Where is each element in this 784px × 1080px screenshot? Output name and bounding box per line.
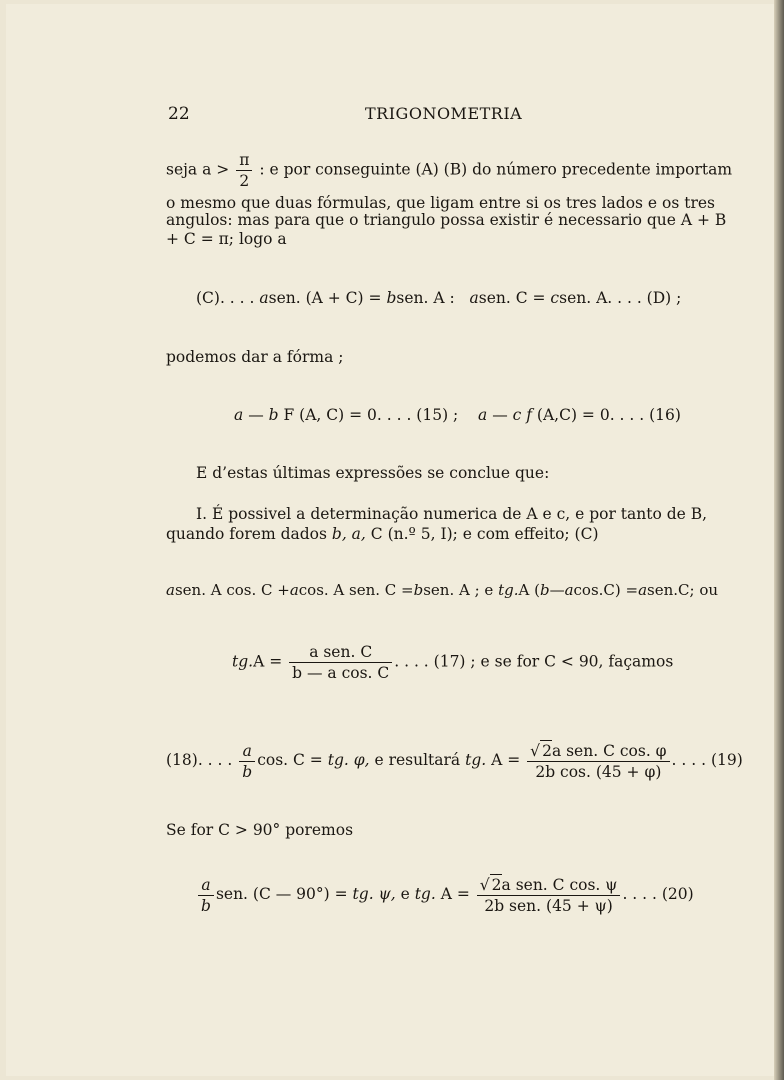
text-fragment: seja a > (166, 160, 230, 179)
fraction-numerator: a (239, 741, 255, 762)
eq-part: — (549, 581, 565, 599)
radical-sign: √ (479, 876, 490, 894)
radicand: 2 (491, 876, 502, 894)
eq-part: . . . . (19) (671, 751, 743, 769)
book-page (6, 4, 774, 1076)
eq-part: cos. A sen. C = (298, 581, 414, 599)
equation-15-16 (234, 405, 681, 425)
eq-part: tg. (232, 652, 254, 671)
equation-17 (232, 642, 673, 683)
fraction-denominator: b (242, 762, 253, 781)
eq-part: sen. (A + C) = (268, 289, 382, 307)
fraction-eq19 (527, 740, 669, 782)
text-fragment: C (n.º 5, I); e com effeito; (C) (370, 525, 599, 543)
eq-part: A = (253, 652, 283, 671)
radical-sign: √ (530, 742, 541, 760)
eq-part: (18). . . . (166, 751, 233, 769)
eq-part: A = (440, 885, 470, 903)
eq-part: A ( (518, 581, 540, 599)
eq-part: (A,C) = 0. . . . (16) (536, 406, 681, 424)
paragraph-5: Se for C > 90° poremos (166, 821, 354, 839)
paragraph-1-line-1 (166, 150, 732, 191)
fraction-numerator (527, 740, 669, 762)
paragraph-1-line-2: o mesmo que duas fórmulas, que ligam entre si os tres lados e os tres (166, 194, 715, 212)
eq-part: sen. A. . . . (D) ; (559, 289, 682, 307)
eq-part: a sen. C cos. φ (551, 742, 667, 760)
eq-part: b (413, 581, 424, 599)
paragraph-4-line-2 (166, 524, 599, 544)
fraction-denominator: 2 (239, 172, 250, 190)
eq-part: sen. A : (396, 289, 455, 307)
eq-part: A = (491, 751, 521, 769)
eq-part: tg. φ, (327, 751, 370, 769)
eq-part: a (234, 406, 244, 424)
eq-part: a (469, 289, 479, 307)
fraction-pi-over-2 (236, 150, 252, 191)
eq-part: a sen. C cos. ψ (501, 876, 618, 894)
fraction-denominator: 2b sen. (45 + ψ) (484, 897, 613, 915)
eq-part: e resultará (374, 751, 461, 769)
fraction-denominator: 2b cos. (45 + φ) (535, 763, 662, 781)
page-edge-shadow (774, 0, 784, 1080)
fraction-numerator: a sen. C (289, 642, 392, 663)
eq-part: a (259, 289, 269, 307)
eq-part: cos. C = (257, 751, 323, 769)
eq-part: a (638, 581, 648, 599)
fraction-numerator (477, 874, 621, 896)
page-number: 22 (168, 104, 190, 124)
eq-part: e (400, 885, 410, 903)
eq-part: a (289, 581, 299, 599)
eq-part: cos.C) = (573, 581, 639, 599)
eq-part: sen. A ; e (423, 581, 494, 599)
equation-c-d (196, 288, 681, 308)
fraction-numerator: a (198, 875, 214, 896)
eq-part: sen. C = (478, 289, 546, 307)
fraction-eq20 (477, 874, 621, 916)
eq-part: tg. (414, 885, 436, 903)
fraction-denominator: b (201, 896, 211, 915)
equation-20 (196, 874, 694, 916)
paragraph-2: podemos dar a fórma ; (166, 348, 344, 366)
page-header-title: TRIGONOMETRIA (365, 104, 523, 123)
paragraph-4-line-1: I. É possivel a determinação numerica de A e c, e por tanto de B, (196, 505, 708, 523)
eq-part: F (A, C) = 0. . . . (15) ; (283, 406, 459, 424)
equation-18-19 (166, 740, 743, 782)
paragraph-1-line-4: + C = π; logo a (166, 230, 287, 248)
eq-part: tg. ψ, (352, 885, 396, 903)
eq-part: c (550, 289, 560, 307)
eq-part: sen. (C — 90°) = (215, 885, 348, 903)
eq-part: a (478, 406, 488, 424)
fraction-eq17 (289, 642, 392, 683)
paragraph-1-line-3: angulos: mas para que o triangulo possa existir é necessario que A + B (166, 211, 727, 229)
eq-part: — (248, 406, 269, 424)
eq-part: tg. (465, 751, 487, 769)
equation-c-expansion (166, 580, 718, 600)
fraction-denominator: b — a cos. C (292, 664, 390, 682)
eq-part: . . . . (20) (622, 885, 694, 903)
fraction-a-over-b (239, 741, 255, 782)
eq-part: sen.C; ou (647, 581, 719, 599)
text-fragment: : e por conseguinte (A) (B) do número precedente importam (259, 160, 733, 179)
eq-part: a (166, 581, 175, 599)
eq-part: sen. A cos. C + (174, 581, 290, 599)
radicand: 2 (542, 742, 552, 760)
eq-part: (C). . . . (196, 289, 255, 307)
fraction-a-over-b (198, 875, 214, 916)
eq-part: a (564, 581, 574, 599)
eq-part: — (492, 406, 508, 424)
eq-part: b (539, 581, 550, 599)
eq-part: b (386, 289, 397, 307)
eq-part: tg. (498, 581, 519, 599)
eq-part: b (268, 406, 279, 424)
fraction-numerator: π (236, 150, 252, 171)
eq-part: . . . . (17) ; e se for C < 90, façamos (394, 652, 674, 671)
text-fragment: b, a, (331, 525, 366, 543)
eq-part: c f (512, 406, 532, 424)
text-fragment: quando forem dados (166, 525, 327, 543)
paragraph-3: E d’estas últimas expressões se conclue que: (196, 464, 550, 482)
